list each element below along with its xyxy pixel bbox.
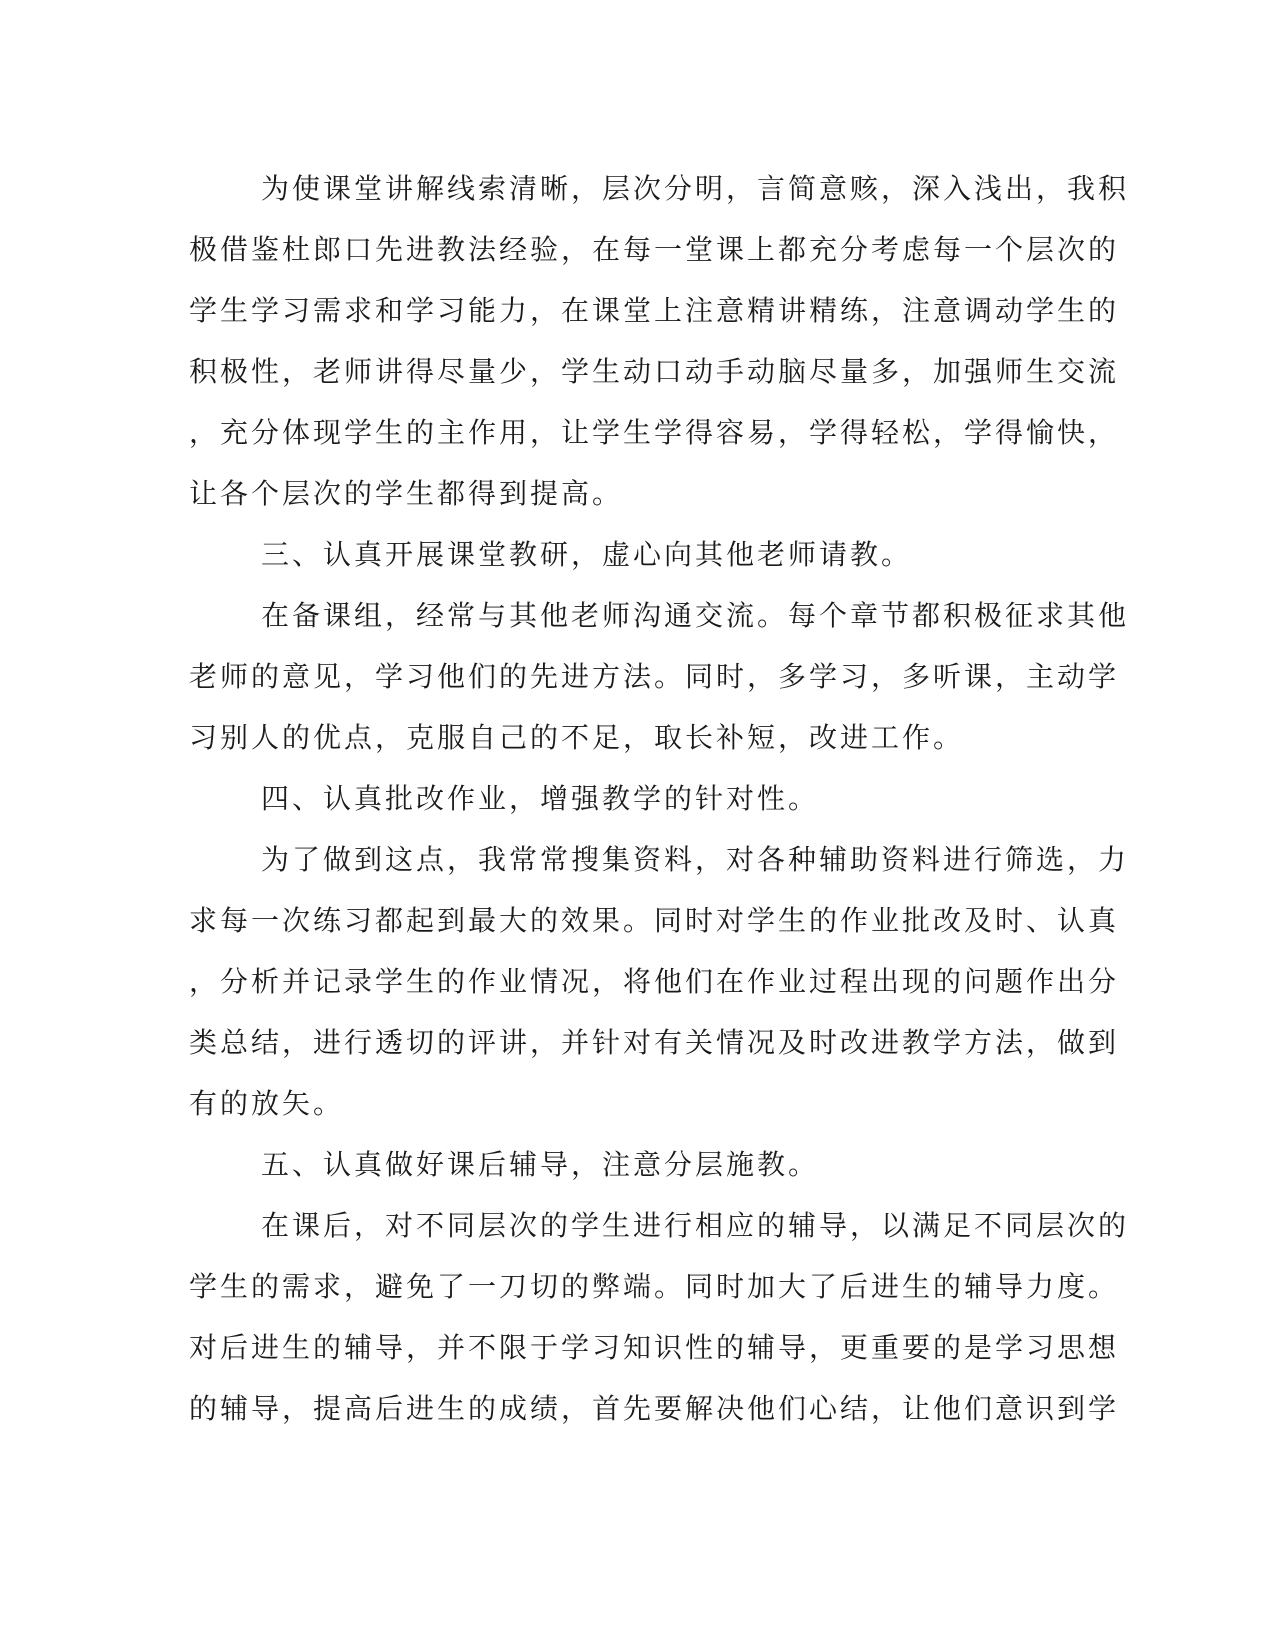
text-line: 有的放矢。 [189, 1087, 345, 1120]
text-line: 对后进生的辅导，并不限于学习知识性的辅导，更重要的是学习思想 [189, 1331, 1120, 1364]
paragraph-first-line: 三、认真开展课堂教研，虚心向其他老师请教。 [261, 538, 913, 571]
paragraph-first-line: 在备课组，经常与其他老师沟通交流。每个章节都积极征求其他 [261, 599, 1130, 632]
document-body [189, 158, 1130, 1439]
text-line: 极借鉴杜郎口先进教法经验，在每一堂课上都充分考虑每一个层次的 [189, 233, 1120, 266]
paragraph-first-line: 五、认真做好课后辅导，注意分层施教。 [261, 1148, 820, 1181]
text-line: 学生的需求，避免了一刀切的弊端。同时加大了后进生的辅导力度。 [189, 1270, 1120, 1303]
text-line: 类总结，进行透切的评讲，并针对有关情况及时改进教学方法，做到 [189, 1026, 1120, 1059]
text-line: 老师的意见，学习他们的先进方法。同时，多学习，多听课，主动学 [189, 660, 1120, 693]
text-line: 习别人的优点，克服自己的不足，取长补短，改进工作。 [189, 721, 965, 754]
text-line: 让各个层次的学生都得到提高。 [189, 477, 624, 510]
text-line: ，充分体现学生的主作用，让学生学得容易，学得轻松，学得愉快， [189, 416, 1120, 449]
paragraph-first-line: 为使课堂讲解线索清晰，层次分明，言简意赅，深入浅出，我积 [261, 172, 1130, 205]
paragraph-first-line: 在课后，对不同层次的学生进行相应的辅导，以满足不同层次的 [261, 1209, 1130, 1242]
text-line: 的辅导，提高后进生的成绩，首先要解决他们心结，让他们意识到学 [189, 1392, 1120, 1425]
text-line: 学生学习需求和学习能力，在课堂上注意精讲精练，注意调动学生的 [189, 294, 1120, 327]
paragraph-first-line: 四、认真批改作业，增强教学的针对性。 [261, 782, 820, 815]
text-line: 求每一次练习都起到最大的效果。同时对学生的作业批改及时、认真 [189, 904, 1120, 937]
text-line: ，分析并记录学生的作业情况，将他们在作业过程出现的问题作出分 [189, 965, 1120, 998]
paragraph-first-line: 为了做到这点，我常常搜集资料，对各种辅助资料进行筛选，力 [261, 843, 1130, 876]
text-line: 积极性，老师讲得尽量少，学生动口动手动脑尽量多，加强师生交流 [189, 355, 1120, 388]
